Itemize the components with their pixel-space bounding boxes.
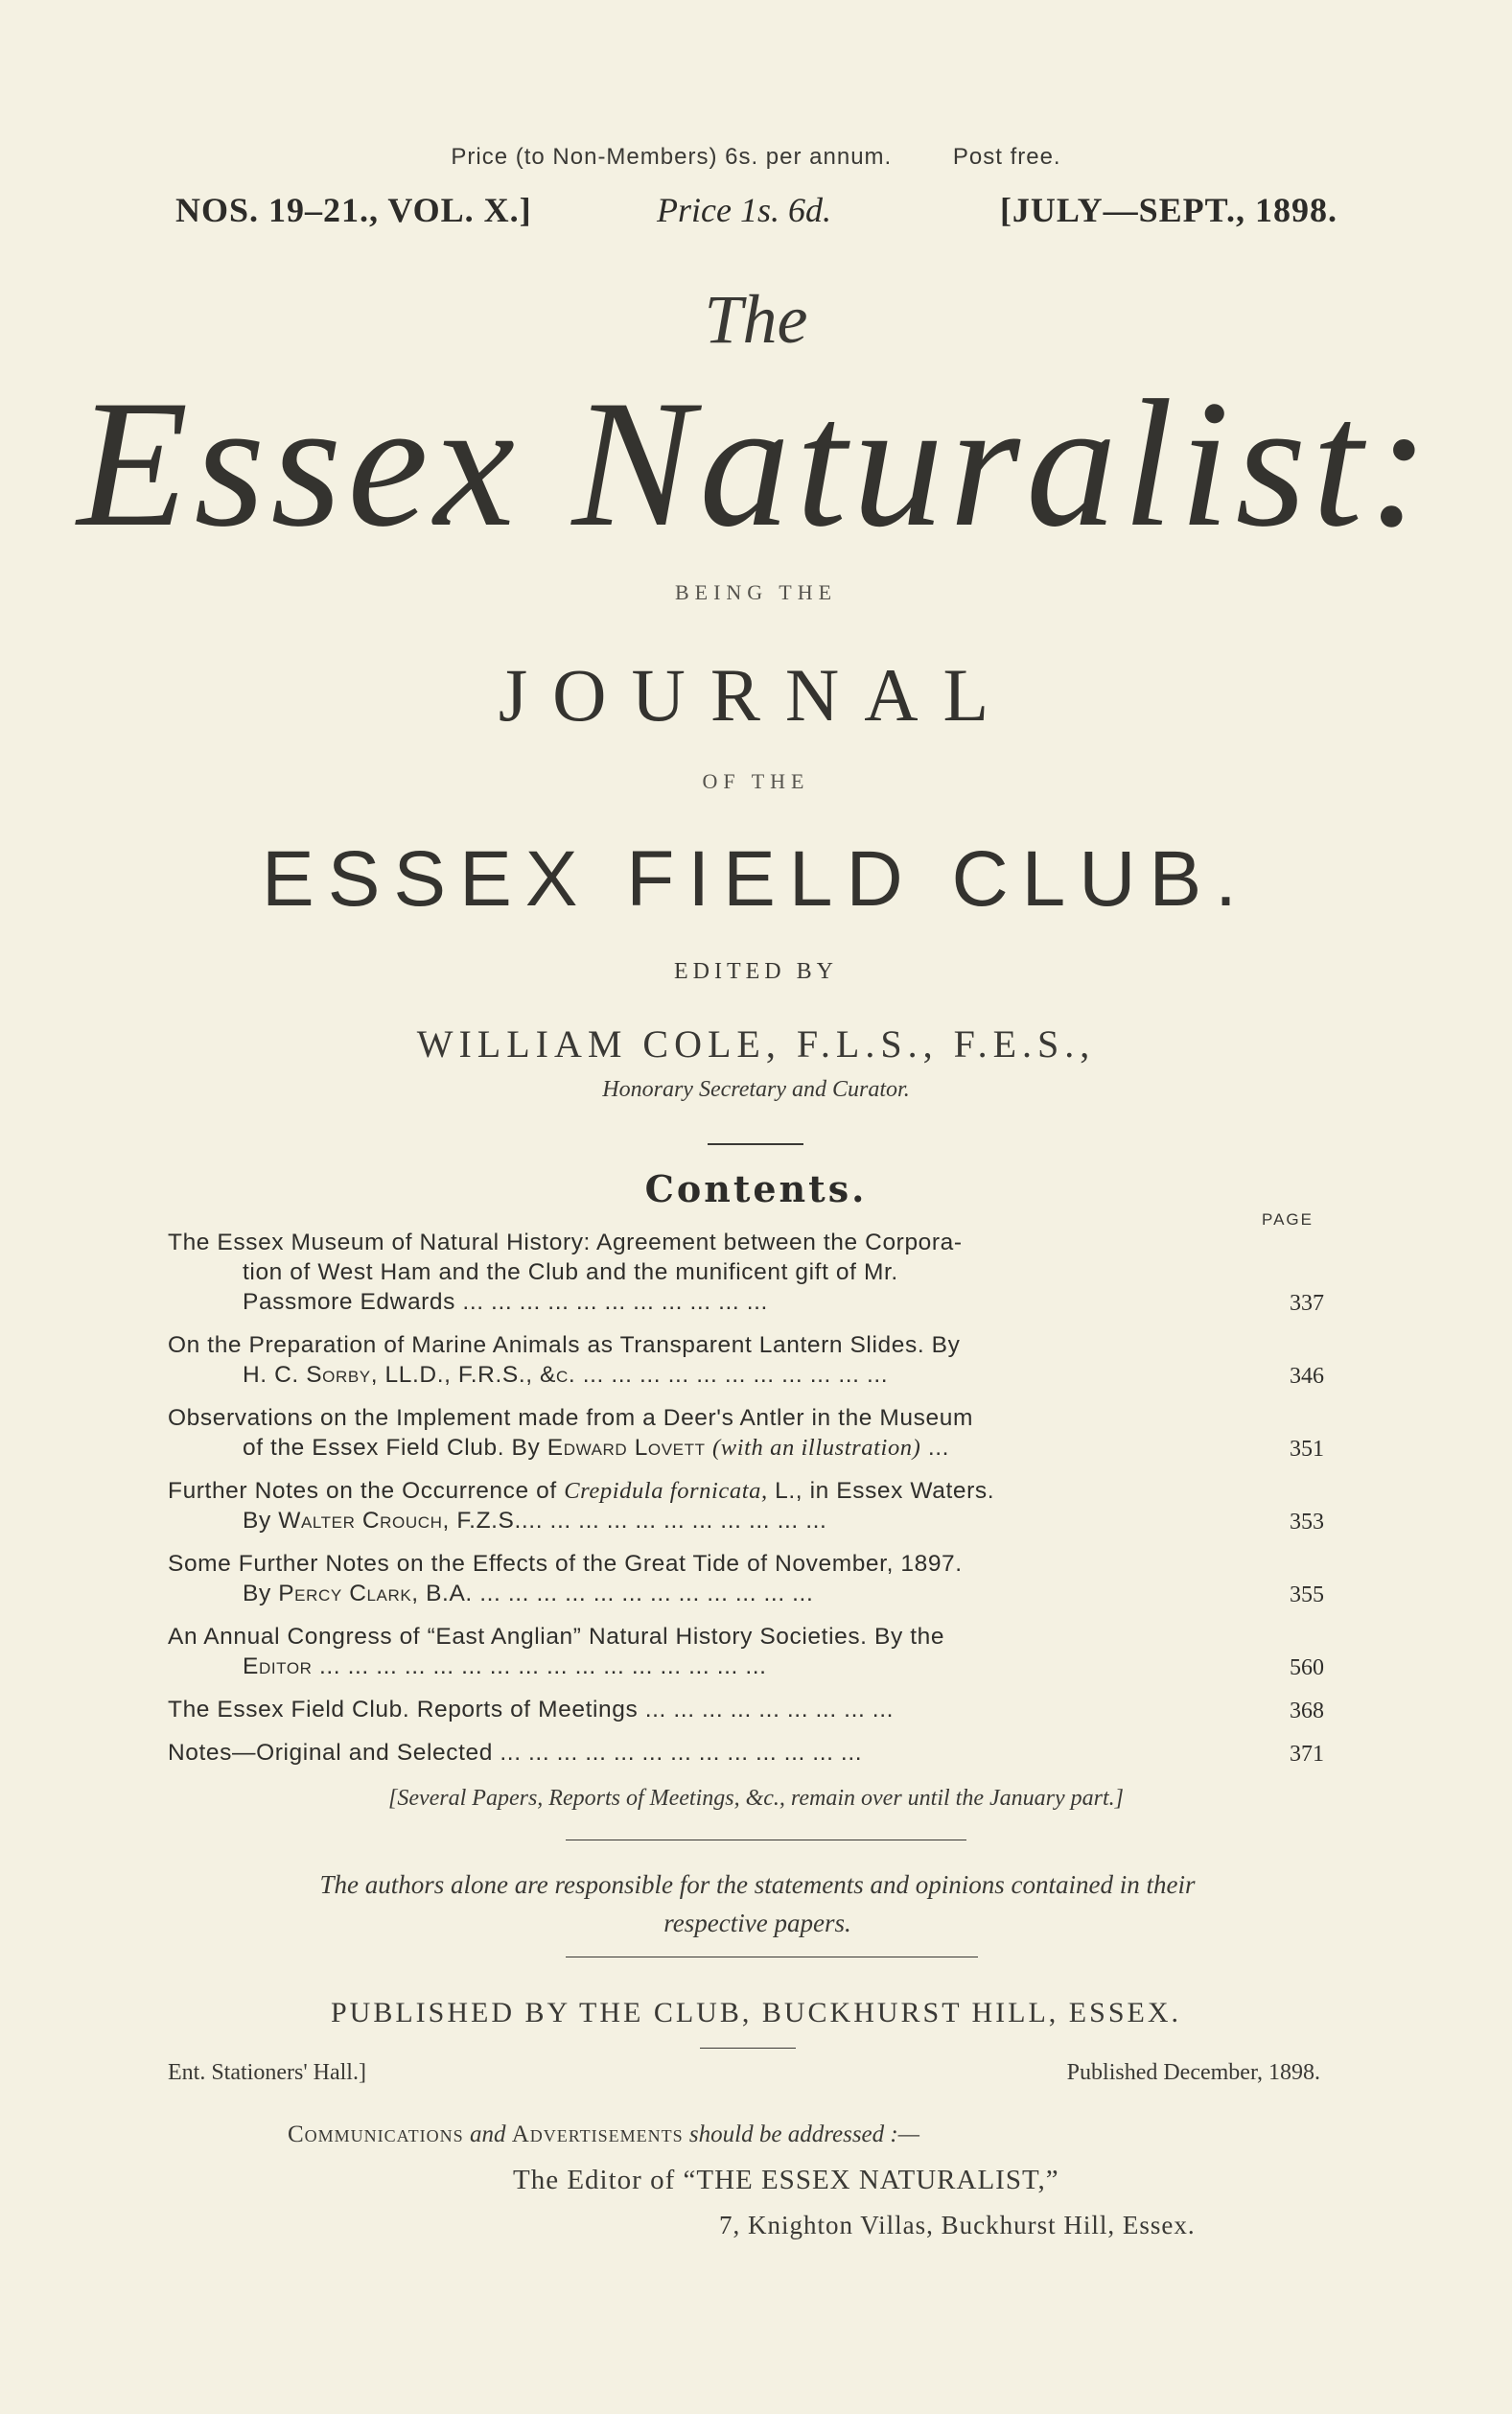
issue-date: [JULY—SEPT., 1898. <box>999 191 1338 229</box>
edited-by: EDITED BY <box>674 959 838 984</box>
divider <box>708 1143 803 1145</box>
toc-entry-title: Observations on the Implement made from a Deer's Antler in the Museum <box>168 1405 973 1431</box>
subtitle-journal: JOURNAL <box>498 653 1014 737</box>
editor-role: Honorary Secretary and Curator. <box>602 1077 910 1102</box>
subtitle-being-the: BEING THE <box>674 580 838 604</box>
toc-entry <box>168 1622 1338 1681</box>
toc-page-number: 351 <box>1290 1437 1324 1462</box>
editor-name: WILLIAM COLE, F.L.S., F.E.S., <box>416 1022 1096 1066</box>
toc-page-number: 371 <box>1290 1742 1324 1767</box>
toc-entry-title: On the Preparation of Marine Animals as Transparent Lantern Slides. By <box>168 1332 961 1358</box>
toc-entry <box>168 1330 1338 1390</box>
toc-page-number: 353 <box>1290 1510 1324 1535</box>
published-date: Published December, 1898. <box>1066 2060 1320 2085</box>
divider <box>700 2048 796 2049</box>
address-line: 7, Knighton Villas, Buckhurst Hill, Essex. <box>719 2211 1196 2239</box>
subtitle-of-the: OF THE <box>702 769 810 793</box>
entry-note: Ent. Stationers' Hall.] <box>168 2060 366 2085</box>
toc-entry-author: Editor ... ... ... ... ... ... ... ... ... ... ... ... ... ... ... ... <box>243 1653 767 1679</box>
toc-entry-title: An Annual Congress of “East Anglian” Natural History Societies. By the <box>168 1624 945 1650</box>
toc-entry-author: By Percy Clark, B.A. ... ... ... ... ... ... ... ... ... ... ... ... <box>243 1581 814 1606</box>
toc-page-number: 346 <box>1290 1364 1324 1389</box>
toc-page-number: 560 <box>1290 1655 1324 1680</box>
toc-entry <box>168 1228 1338 1317</box>
toc-entry-title: The Essex Museum of Natural History: Agreement between the Corpora- <box>168 1230 963 1255</box>
toc-entry <box>168 1403 1338 1463</box>
price-note-subscription: Price (to Non-Members) 6s. per annum. <box>451 144 893 170</box>
toc-entry <box>168 1549 1338 1608</box>
price-note <box>0 144 1512 171</box>
disclaimer-line: The authors alone are responsible for the statements and opinions contained in their <box>319 1870 1196 1899</box>
remain-note: [Several Papers, Reports of Meetings, &c., remain over until the January part.] <box>388 1786 1124 1811</box>
disclaimer <box>173 1865 1342 1942</box>
issue-line <box>168 190 1338 238</box>
toc-page-number: 337 <box>1290 1291 1324 1316</box>
disclaimer-line: respective papers. <box>663 1909 851 1937</box>
toc-entry-author: H. C. Sorby, LL.D., F.R.S., &c. ... ... ... ... ... ... ... ... ... ... ... <box>243 1362 889 1388</box>
issue-number: NOS. 19–21., VOL. X.] <box>175 191 532 229</box>
toc-entry-title: Notes—Original and Selected ... ... ... ... ... ... ... ... ... ... ... ... ... <box>168 1740 863 1766</box>
toc-entry-title: tion of West Ham and the Club and the munificent gift of Mr. <box>243 1259 898 1285</box>
publisher-line: PUBLISHED BY THE CLUB, BUCKHURST HILL, ESSEX. <box>330 1997 1181 2028</box>
title-the: The <box>704 281 808 358</box>
contents-heading: Contents. <box>644 1167 868 1210</box>
toc-entry-author: By Walter Crouch, F.Z.S.... ... ... ... ... ... ... ... ... ... ... <box>243 1508 827 1534</box>
communications-note: Communications and Advertisements should be addressed :— <box>288 2121 919 2147</box>
page-column-label: PAGE <box>1262 1210 1314 1229</box>
toc-entry-title: The Essex Field Club. Reports of Meetings ... ... ... ... ... ... ... ... ... <box>168 1697 895 1723</box>
club-name: ESSEX FIELD CLUB. <box>262 835 1250 923</box>
page-title: Essex Naturalist: <box>77 363 1435 565</box>
issue-price: Price 1s. 6d. <box>657 191 831 229</box>
toc-page-number: 355 <box>1290 1582 1324 1607</box>
toc-entry-title: Passmore Edwards ... ... ... ... ... ... ... ... ... ... ... <box>243 1289 768 1315</box>
table-of-contents <box>168 1228 1338 1781</box>
toc-entry <box>168 1476 1338 1535</box>
toc-entry <box>168 1738 1338 1768</box>
toc-entry-author: of the Essex Field Club. By Edward Lovett (with an illustration) ... <box>243 1435 950 1461</box>
toc-entry <box>168 1695 1338 1724</box>
toc-entry-title: Some Further Notes on the Effects of the Great Tide of November, 1897. <box>168 1551 963 1577</box>
address-line: The Editor of “THE ESSEX NATURALIST,” <box>513 2165 1059 2195</box>
toc-page-number: 368 <box>1290 1699 1324 1723</box>
toc-entry-title: Further Notes on the Occurrence of Crepidula fornicata, L., in Essex Waters. <box>168 1478 995 1504</box>
price-note-post: Post free. <box>952 144 1061 170</box>
